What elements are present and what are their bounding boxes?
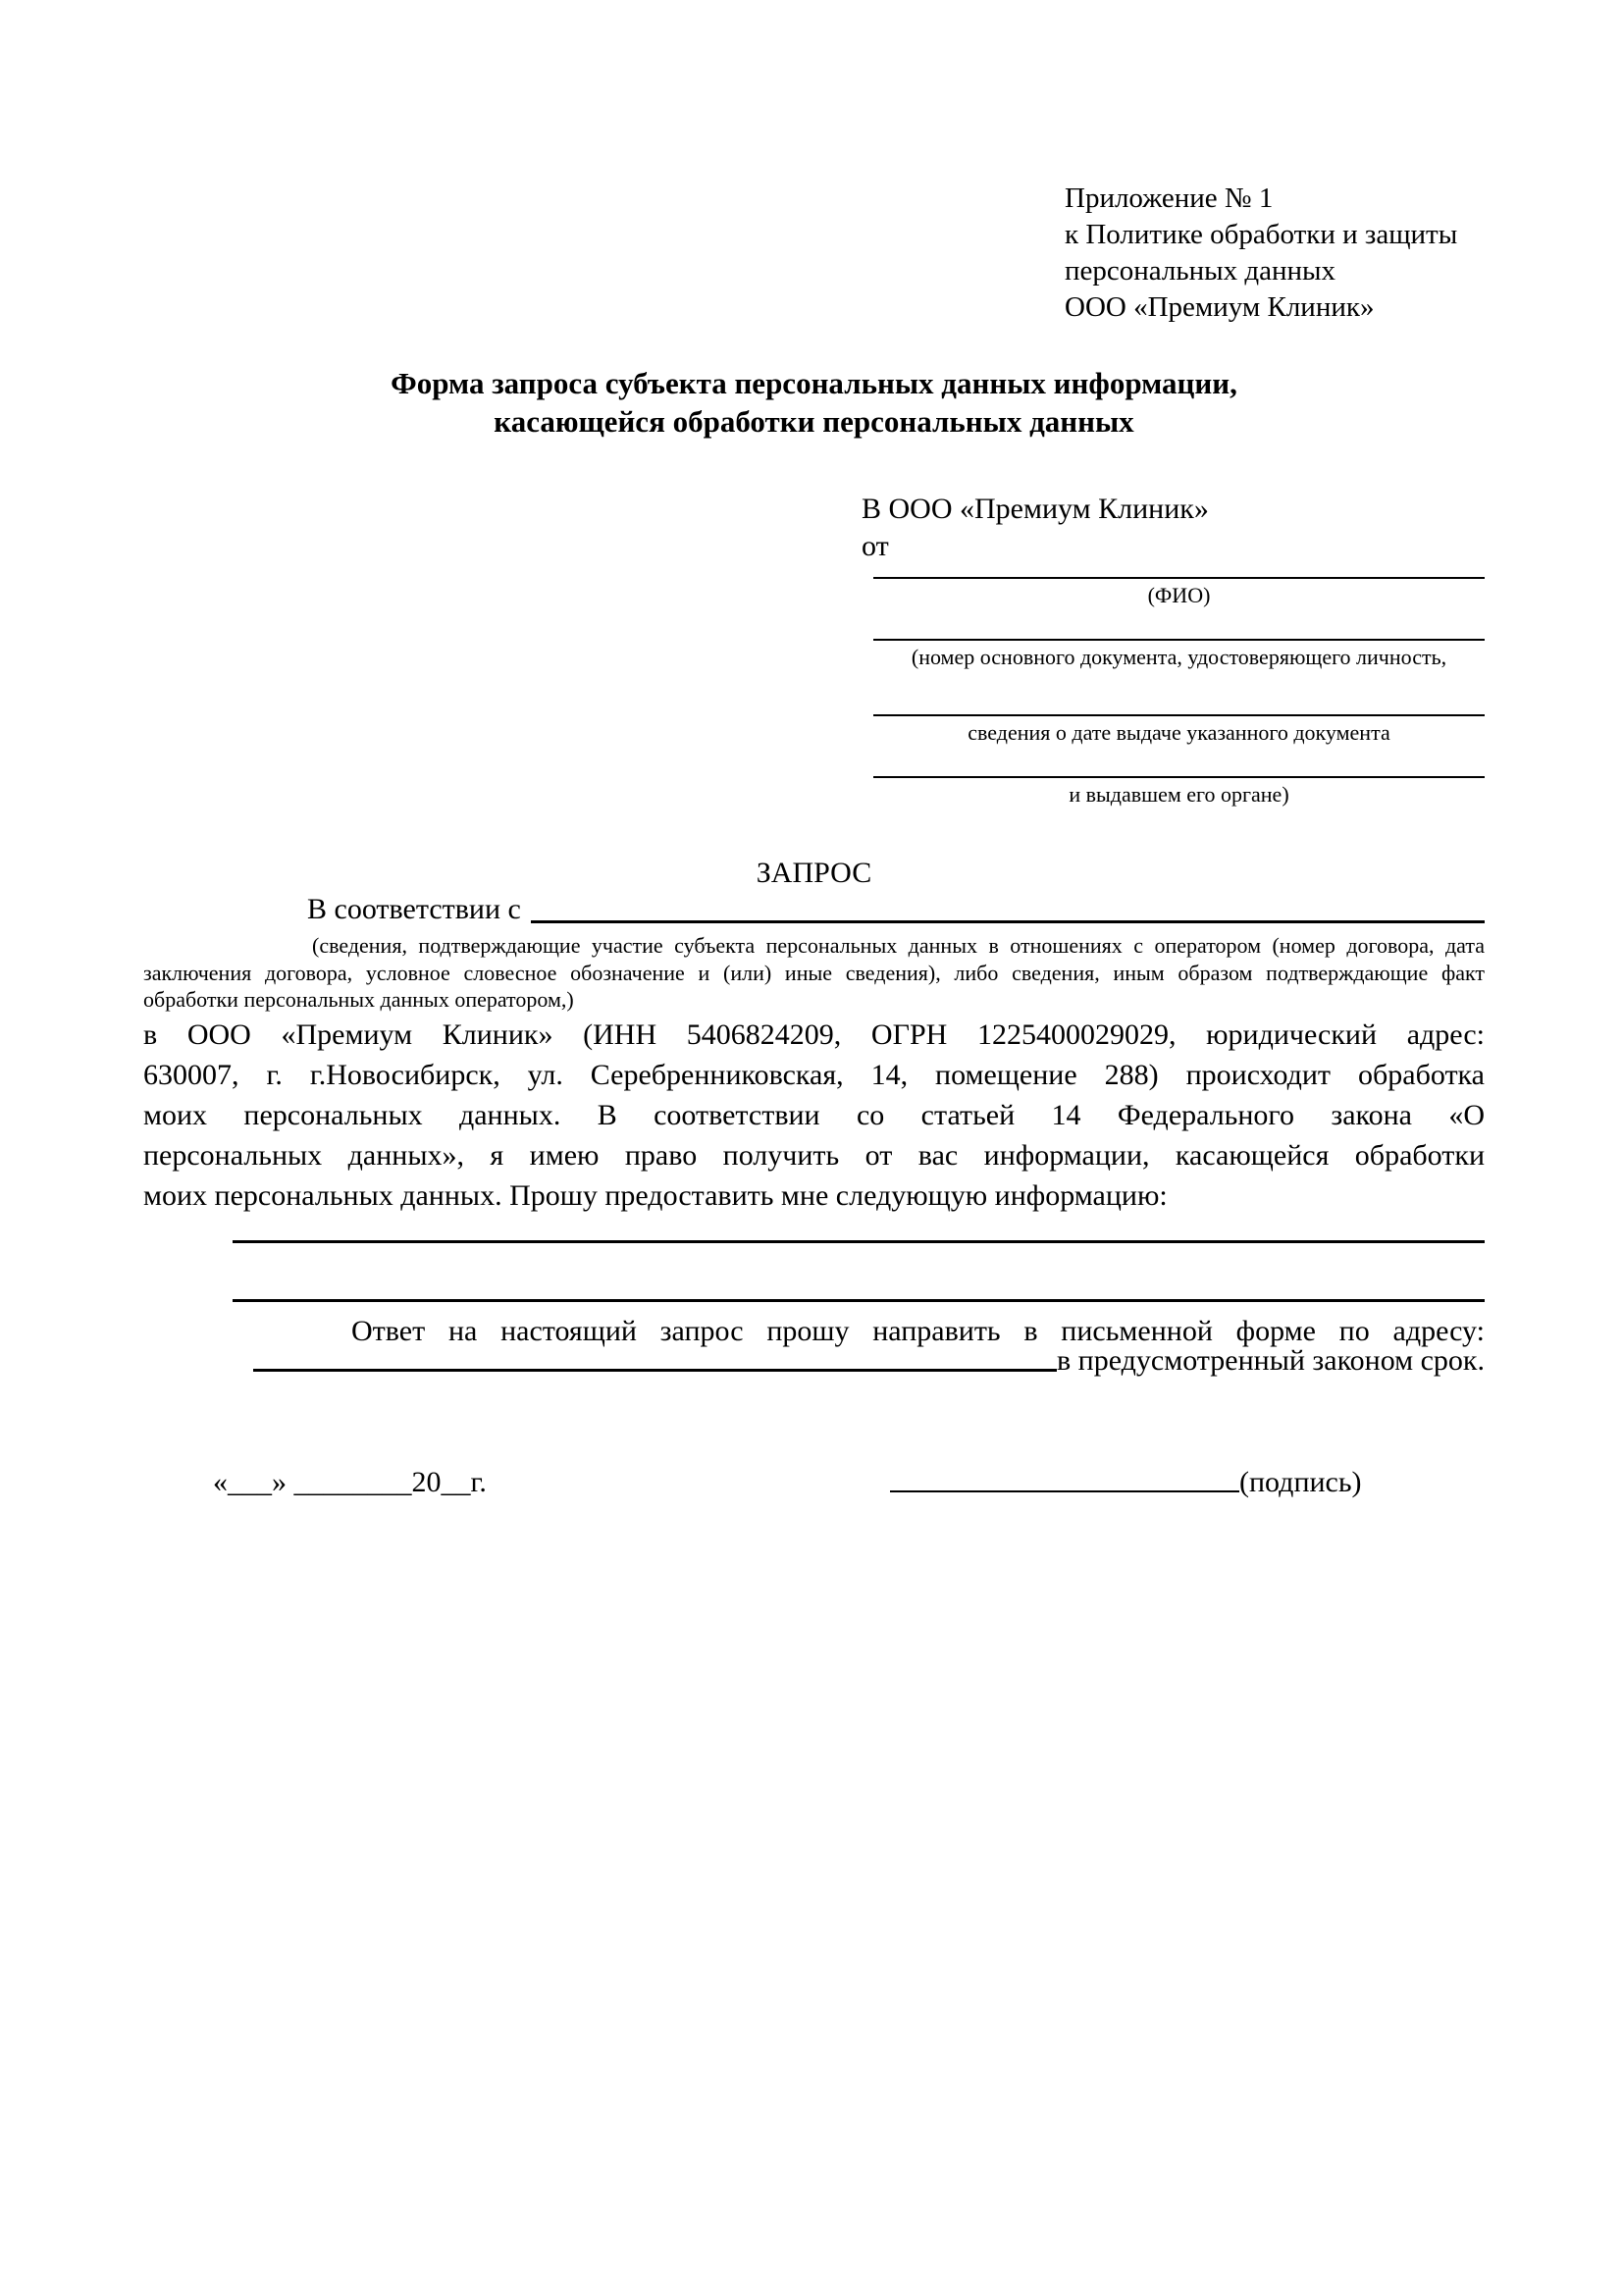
appendix-line: к Политике обработки и защиты bbox=[1065, 219, 1458, 250]
body-line: 630007, г. г.Новосибирск, ул. Серебренниковская, 14, помещение 288) происходит обработка bbox=[143, 1059, 1485, 1091]
signature-caption: (подпись) bbox=[1239, 1466, 1362, 1498]
accordance-row bbox=[143, 891, 1485, 928]
footnote-line: (сведения, подтверждающие участие субъекта персональных данных в отношениях с оператором (номер договора, дата bbox=[312, 933, 1485, 958]
page-title-line-2: касающейся обработки персональных данных bbox=[494, 404, 1134, 439]
appendix-header bbox=[1065, 181, 1457, 326]
page-title bbox=[143, 364, 1485, 441]
body-line: моих персональных данных. Прошу предоставить мне следующую информацию: bbox=[143, 1179, 1168, 1212]
date-fill-in[interactable]: «___» ________20__г. bbox=[213, 1466, 487, 1498]
body-line: персональных данных», я имею право получить от вас информации, касающейся обработки bbox=[143, 1139, 1485, 1172]
fio-input-line[interactable] bbox=[873, 577, 1485, 579]
doc-issue-date-caption: сведения о дате выдаче указанного документа bbox=[968, 720, 1390, 745]
doc-number-caption: (номер основного документа, удостоверяющего личность, bbox=[911, 645, 1447, 669]
body-line: моих персональных данных. В соответствии со статьей 14 Федерального закона «О bbox=[143, 1099, 1485, 1131]
doc-issuer-input-line[interactable] bbox=[873, 776, 1485, 778]
body-line: в ООО «Премиум Клиник» (ИНН 5406824209, ОГРН 1225400029029, юридический адрес: bbox=[143, 1018, 1485, 1051]
addressee-to: В ООО «Премиум Клиник» bbox=[862, 493, 1209, 525]
footnote-line: обработки персональных данных оператором,) bbox=[143, 987, 574, 1012]
info-input-line-2[interactable] bbox=[233, 1299, 1485, 1302]
appendix-line: персональных данных bbox=[1065, 255, 1336, 287]
accordance-footnote bbox=[143, 932, 1485, 1014]
request-heading: ЗАПРОС bbox=[756, 857, 872, 889]
addressee-from-label: от bbox=[862, 530, 889, 562]
info-input-line-1[interactable] bbox=[233, 1240, 1485, 1243]
fio-caption: (ФИО) bbox=[1147, 583, 1211, 607]
accordance-input-line[interactable] bbox=[531, 920, 1485, 923]
accordance-label: В соответствии с bbox=[307, 893, 521, 925]
footnote-line: заключения договора, условное словесное обозначение и (или) иные сведения), либо сведения, иным образом подтверждающие факт bbox=[143, 960, 1485, 985]
addressee-block bbox=[862, 491, 1485, 814]
reply-sentence: Ответ на настоящий запрос прошу направить в письменной форме по адресу: bbox=[351, 1315, 1485, 1347]
doc-number-input-line[interactable] bbox=[873, 639, 1485, 641]
signature-input-line[interactable] bbox=[890, 1490, 1239, 1492]
doc-issuer-caption: и выдавшем его органе) bbox=[1069, 782, 1289, 807]
reply-suffix-text: в предусмотренный законом срок. bbox=[1057, 1344, 1485, 1377]
reply-address-input-line[interactable] bbox=[253, 1369, 1057, 1372]
appendix-line: ООО «Премиум Клиник» bbox=[1065, 291, 1375, 323]
doc-issue-date-input-line[interactable] bbox=[873, 714, 1485, 716]
request-body-paragraph bbox=[143, 1015, 1485, 1216]
reply-address-row bbox=[143, 1344, 1485, 1378]
appendix-line: Приложение № 1 bbox=[1065, 183, 1274, 214]
signature-area bbox=[890, 1464, 1362, 1501]
page-title-line-1: Форма запроса субъекта персональных данных информации, bbox=[391, 366, 1237, 400]
